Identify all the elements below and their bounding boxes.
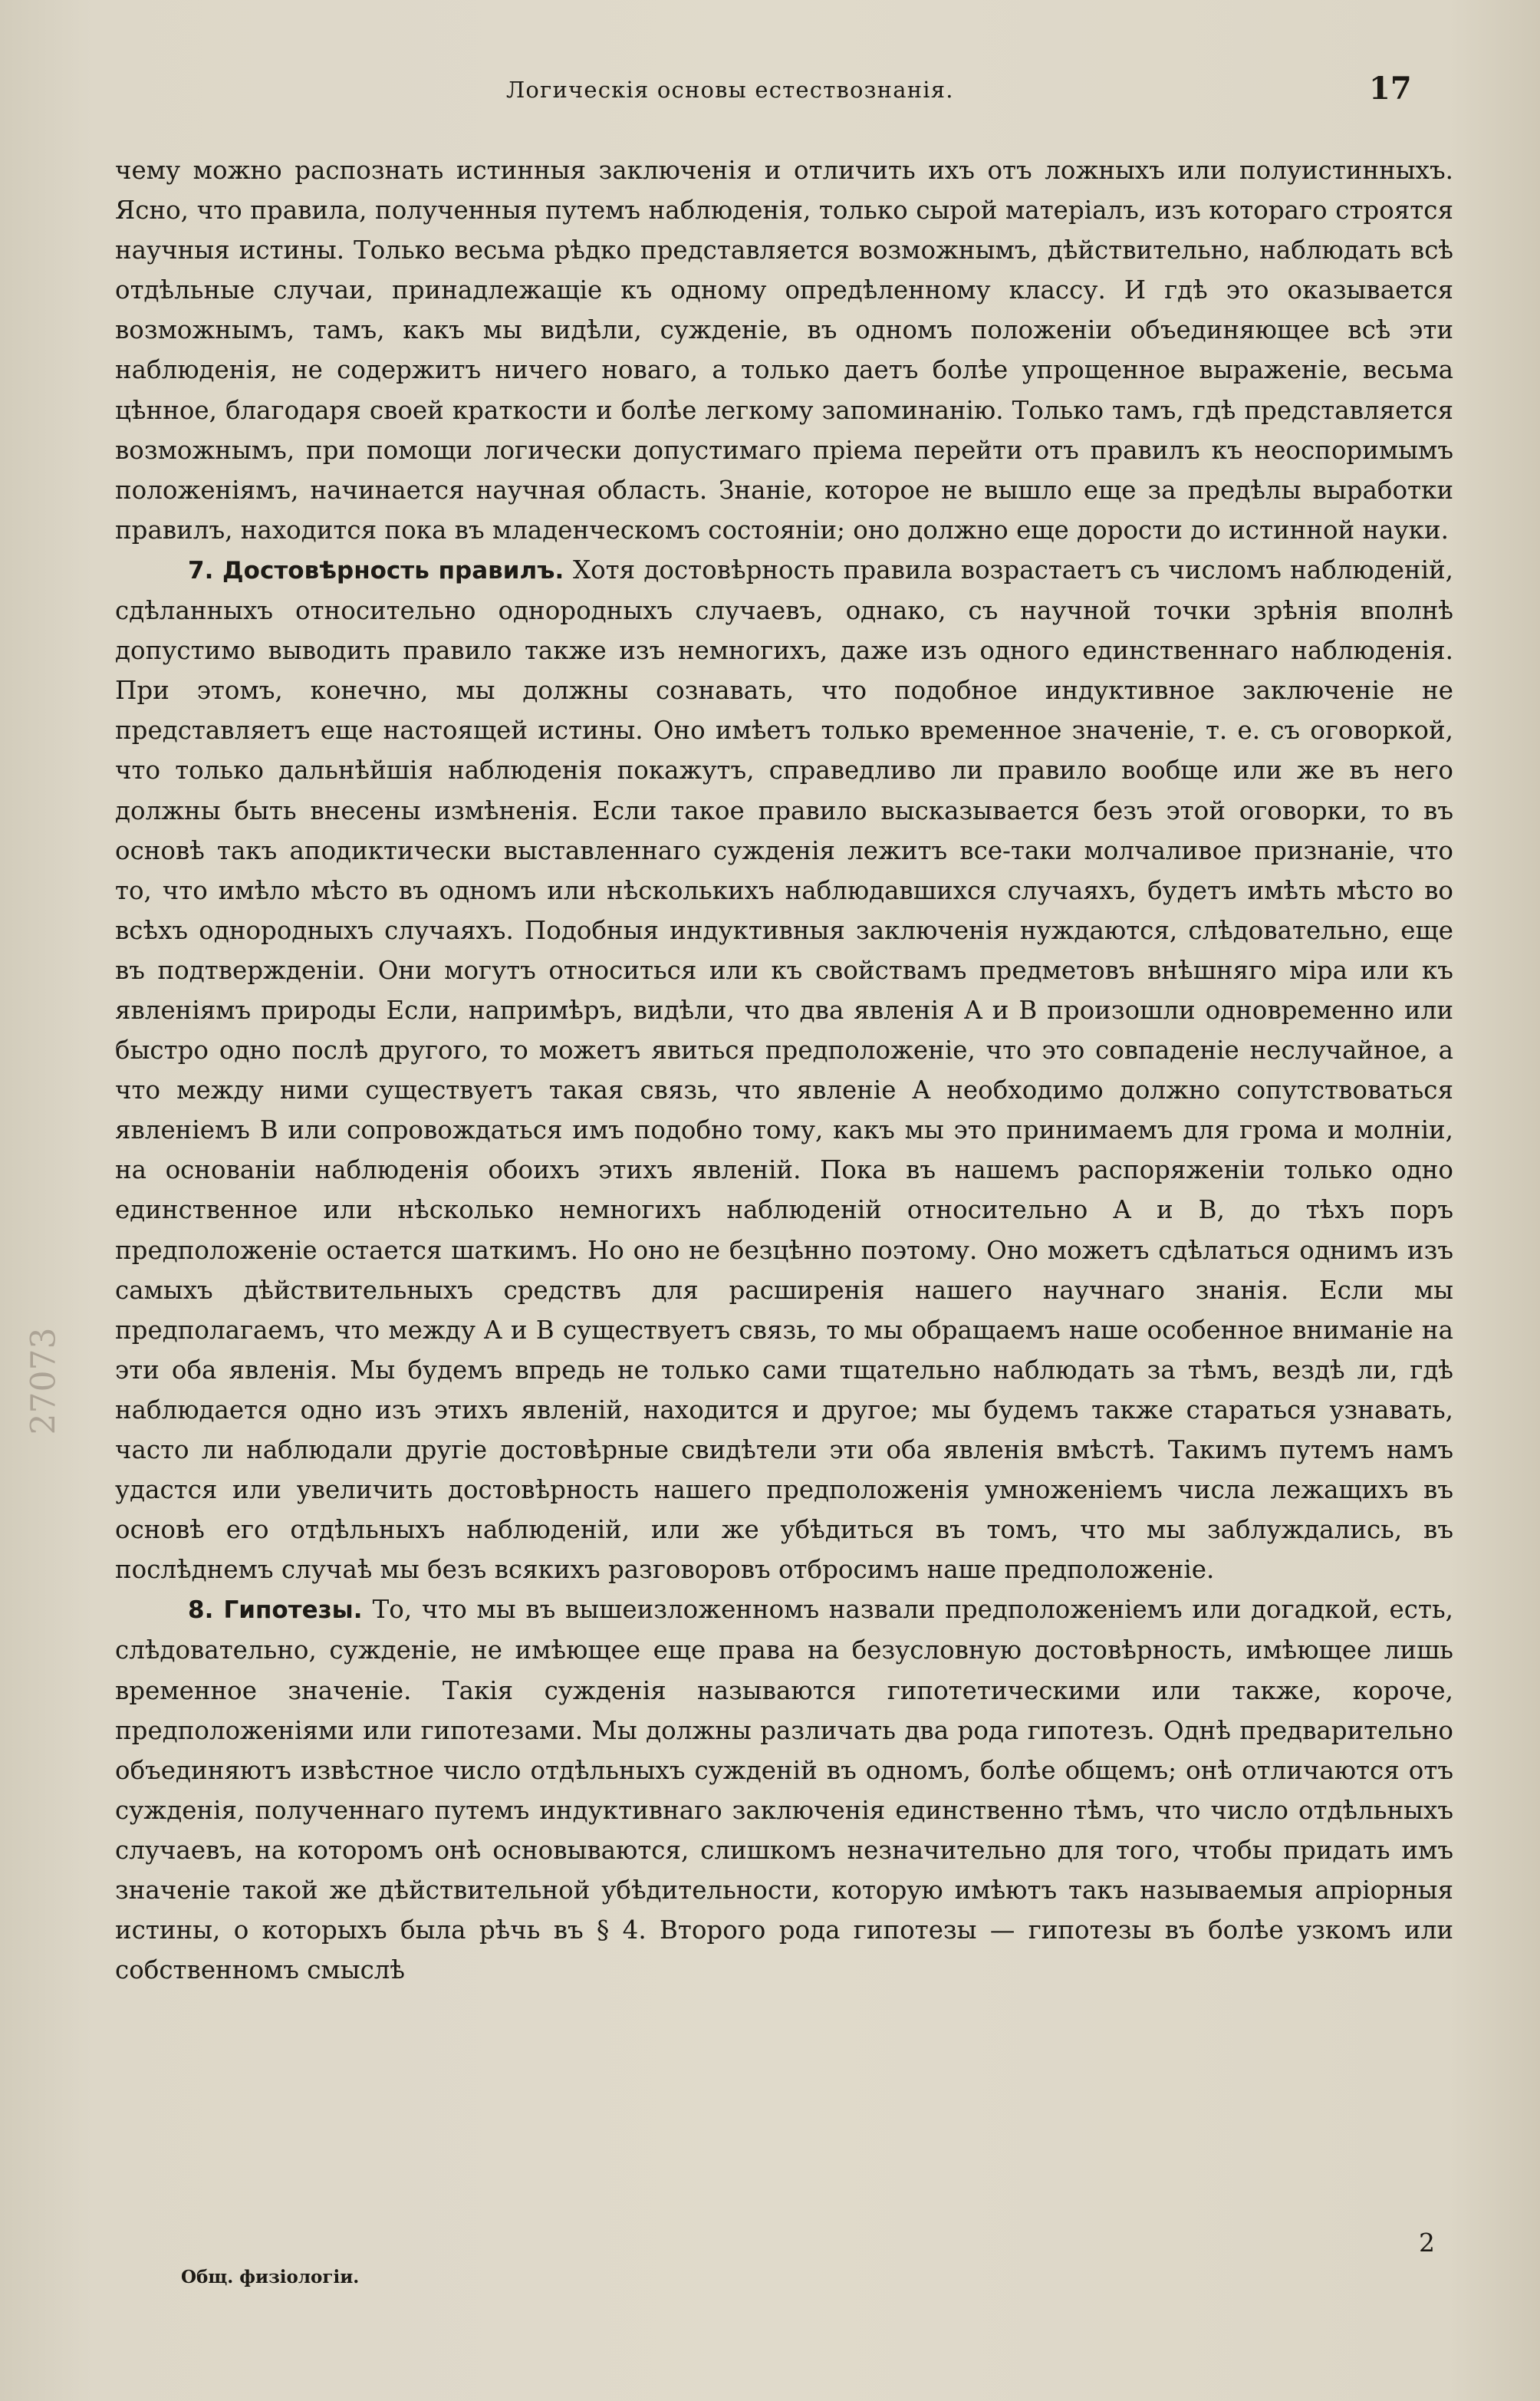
sheet-number: 2: [1419, 2228, 1435, 2258]
paragraph-text: чему можно распознать истинныя заключенія и отличить ихъ отъ ложныхъ или полуистинныхъ. Ясно, что правила, полученныя путемъ наблюденія, только сырой матеріалъ, изъ котораго строятся научныя истины. Только весьма рѣдко представляется возможнымъ, дѣйствительно, наблюдать всѣ отдѣльные случаи, принадлежащіе къ одному опредѣленному классу. И гдѣ это оказывается возможнымъ, тамъ, какъ мы видѣли, сужденіе, въ одномъ положеніи объединяющее всѣ эти наблюденія, не содержитъ ничего новаго, а только даетъ болѣе упрощенное выраженіе, весьма цѣнное, благодаря своей краткости и болѣе легкому запоминанію. Только тамъ, гдѣ представляется возможнымъ, при помощи логически допустимаго пріема перейти отъ правилъ къ неоспоримымъ положеніямъ, начинается научная область. Знаніе, которое не вышло еще за предѣлы выработки правилъ, находится пока въ младенческомъ состояніи; оно должно еще дорости до истинной науки.: [115, 156, 1453, 545]
paragraph-text: То, что мы въ вышеизложенномъ назвали предположеніемъ или догадкой, есть, слѣдовательно, сужденіе, не имѣющее еще права на безусловную достовѣрность, имѣющее лишь временное значеніе. Такія сужденія называются гипотетическими или также, короче, предположеніями или гипотезами. Мы должны различать два рода гипотезъ. Однѣ предварительно объединяютъ извѣстное число отдѣльныхъ сужденій въ одномъ, болѣе общемъ; онѣ отличаются отъ сужденія, полученнаго путемъ индуктивнаго заключенія единственно тѣмъ, что число отдѣльныхъ случаевъ, на которомъ онѣ основываются, слишкомъ незначительно для того, чтобы придать имъ значеніе такой же дѣйствительной убѣдительности, которую имѣютъ такъ называемыя апріорныя истины, о которыхъ была рѣчь въ § 4. Второго рода гипотезы — гипотезы въ болѣе узкомъ или собственномъ смыслѣ: [115, 1595, 1453, 1985]
body-text: [115, 150, 1453, 1990]
section-heading: 8. Гипотезы.: [188, 1596, 373, 1625]
page-number: 17: [1369, 71, 1412, 107]
margin-stamp-number: 27073: [24, 1327, 64, 1435]
section-heading: 7. Достовѣрность правилъ.: [188, 556, 573, 585]
running-title: Логическія основы естествознанія.: [506, 77, 954, 103]
section-8-paragraph: [115, 1589, 1453, 1990]
signature-mark: Общ. физіологіи.: [181, 2267, 360, 2287]
margin-stamp: [15, 1304, 69, 1442]
paragraph-intro: [115, 150, 1453, 550]
paragraph-text: Хотя достовѣрность правила возрастаетъ съ числомъ наблюденій, сдѣланныхъ относительно однородныхъ случаевъ, однако, съ научной точки зрѣнія вполнѣ допустимо выводить правило также изъ немногихъ, даже изъ одного единственнаго наблюденія. При этомъ, конечно, мы должны сознавать, что подобное индуктивное заключеніе не представляетъ еще настоящей истины. Оно имѣетъ только временное значеніе, т. е. съ оговоркой, что только дальнѣйшія наблюденія покажутъ, справедливо ли правило вообще или же въ него должны быть внесены измѣненія. Если такое правило высказывается безъ этой оговорки, то въ основѣ такъ аподиктически выставленнаго сужденія лежитъ все-таки молчаливое признаніе, что то, что имѣло мѣсто въ одномъ или нѣсколькихъ наблюдавшихся случаяхъ, будетъ имѣть мѣсто во всѣхъ однородныхъ случаяхъ. Подобныя индуктивныя заключенія нуждаются, слѣдовательно, еще въ подтвержденіи. Они могутъ относиться или къ свойствамъ предметовъ внѣшняго міра или къ явленіямъ природы Если, напримѣръ, видѣли, что два явленія A и B произошли одновременно или быстро одно послѣ другого, то можетъ явиться предположеніе, что это совпаденіе неслучайное, а что между ними существуетъ такая связь, что явленіе A необходимо должно сопутствоваться явленіемъ B или сопровождаться имъ подобно тому, какъ мы это принимаемъ для грома и молніи, на основаніи наблюденія обоихъ этихъ явленій. Пока въ нашемъ распоряженіи только одно единственное или нѣсколько немногихъ наблюденій относительно A и B, до тѣхъ поръ предположеніе остается шаткимъ. Но оно не безцѣнно поэтому. Оно можетъ сдѣлаться однимъ изъ самыхъ дѣйствительныхъ средствъ для расширенія нашего научнаго знанія. Если мы предполагаемъ, что между A и B существуетъ связь, то мы обращаемъ наше особенное вниманіе на эти оба явленія. Мы будемъ впредь не только сами тщательно наблюдать за тѣмъ, вездѣ ли, гдѣ наблюдается одно изъ этихъ явленій, находится и другое; мы будемъ также стараться узнавать, часто ли наблюдали другіе достовѣрные свидѣтели эти оба явленія вмѣстѣ. Такимъ путемъ намъ удастся или увеличить достовѣрность нашего предположенія умноженіемъ числа лежащихъ въ основѣ его отдѣльныхъ наблюденій, или же убѣдиться въ томъ, что мы заблуждались, въ послѣднемъ случаѣ мы безъ всякихъ разговоровъ отбросимъ наше предположеніе.: [115, 555, 1453, 1585]
section-7-paragraph: [115, 550, 1453, 1589]
running-head: [0, 71, 1540, 109]
